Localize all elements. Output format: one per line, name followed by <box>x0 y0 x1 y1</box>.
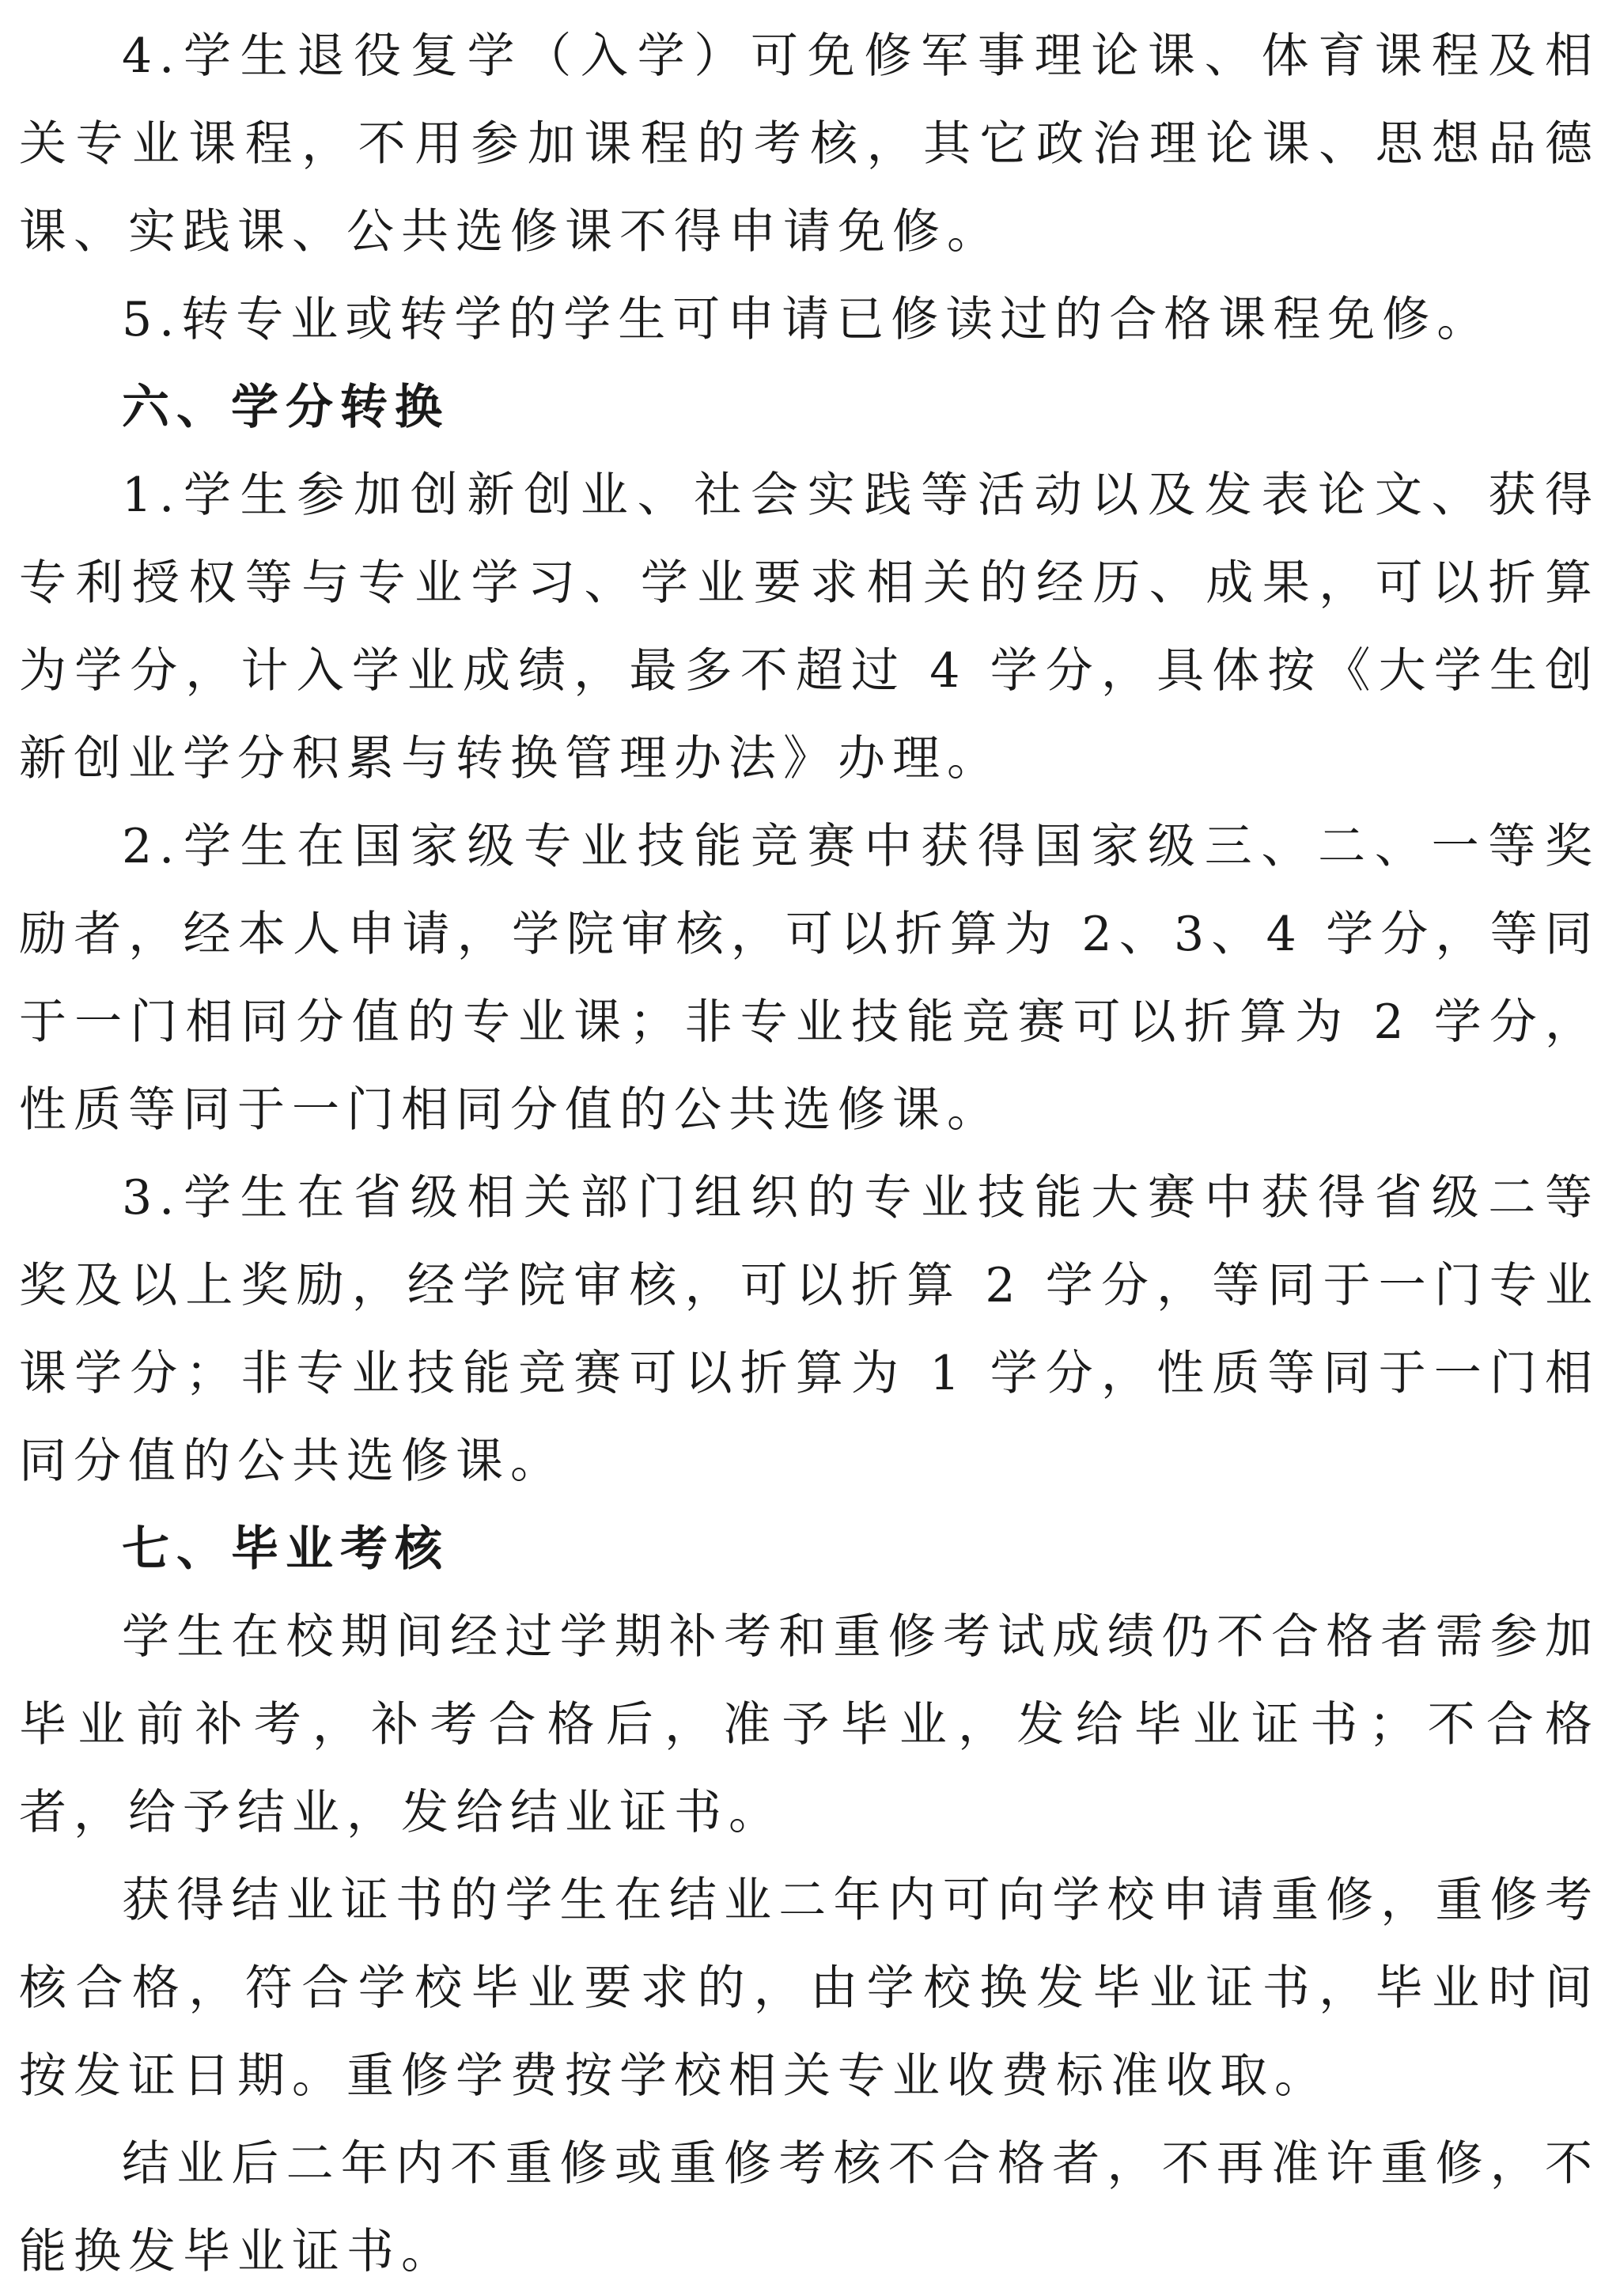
paragraph-graduation-retake: 获得结业证书的学生在结业二年内可向学校申请重修，重修考核合格，符合学校毕业要求的，由学校换发毕业证书，毕业时间按发证日期。重修学费按学校相关专业收费标准收取。 <box>19 1873 1599 2104</box>
paragraph-graduation-makeup-exam: 学生在校期间经过学期补考和重修考试成绩仍不合格者需参加毕业前补考，补考合格后，准予毕业，发给毕业证书；不合格者，给予结业，发给结业证书。 <box>19 1609 1599 1840</box>
paragraph-credit-national-competition: 2.学生在国家级专业技能竞赛中获得国家级三、二、一等奖励者，经本人申请，学院审核，可以折算为 2、3、4 学分，等同于一门相同分值的专业课；非专业技能竞赛可以折算为 2 学分，性质等同于一门相同分值的公共选修课。 <box>19 819 1599 1138</box>
document-body <box>19 13 1599 2296</box>
paragraph-credit-provincial-competition: 3.学生在省级相关部门组织的专业技能大赛中获得省级二等奖及以上奖励，经学院审核，可以折算 2 学分，等同于一门专业课学分；非专业技能竞赛可以折算为 1 学分，性质等同于一门相同分值的公共选修课。 <box>19 1170 1599 1489</box>
paragraph-graduation-no-retake: 结业后二年内不重修或重修考核不合格者，不再准许重修，不能换发毕业证书。 <box>19 2136 1599 2279</box>
paragraph-exemption-transfer: 5.转专业或转学的学生可申请已修读过的合格课程免修。 <box>122 292 1492 347</box>
paragraph-exemption-veterans: 4.学生退役复学（入学）可免修军事理论课、体育课程及相关专业课程，不用参加课程的考核，其它政治理论课、思想品德课、实践课、公共选修课不得申请免修。 <box>19 28 1599 260</box>
section-heading-credit-conversion: 六、学分转换 <box>122 380 449 435</box>
section-heading-graduation-assessment: 七、毕业考核 <box>122 1521 449 1577</box>
paragraph-credit-innovation: 1.学生参加创新创业、社会实践等活动以及发表论文、获得专利授权等与专业学习、学业要求相关的经历、成果，可以折算为学分，计入学业成绩，最多不超过 4 学分，具体按《大学生创新创业学分积累与转换管理办法》办理。 <box>19 468 1599 786</box>
